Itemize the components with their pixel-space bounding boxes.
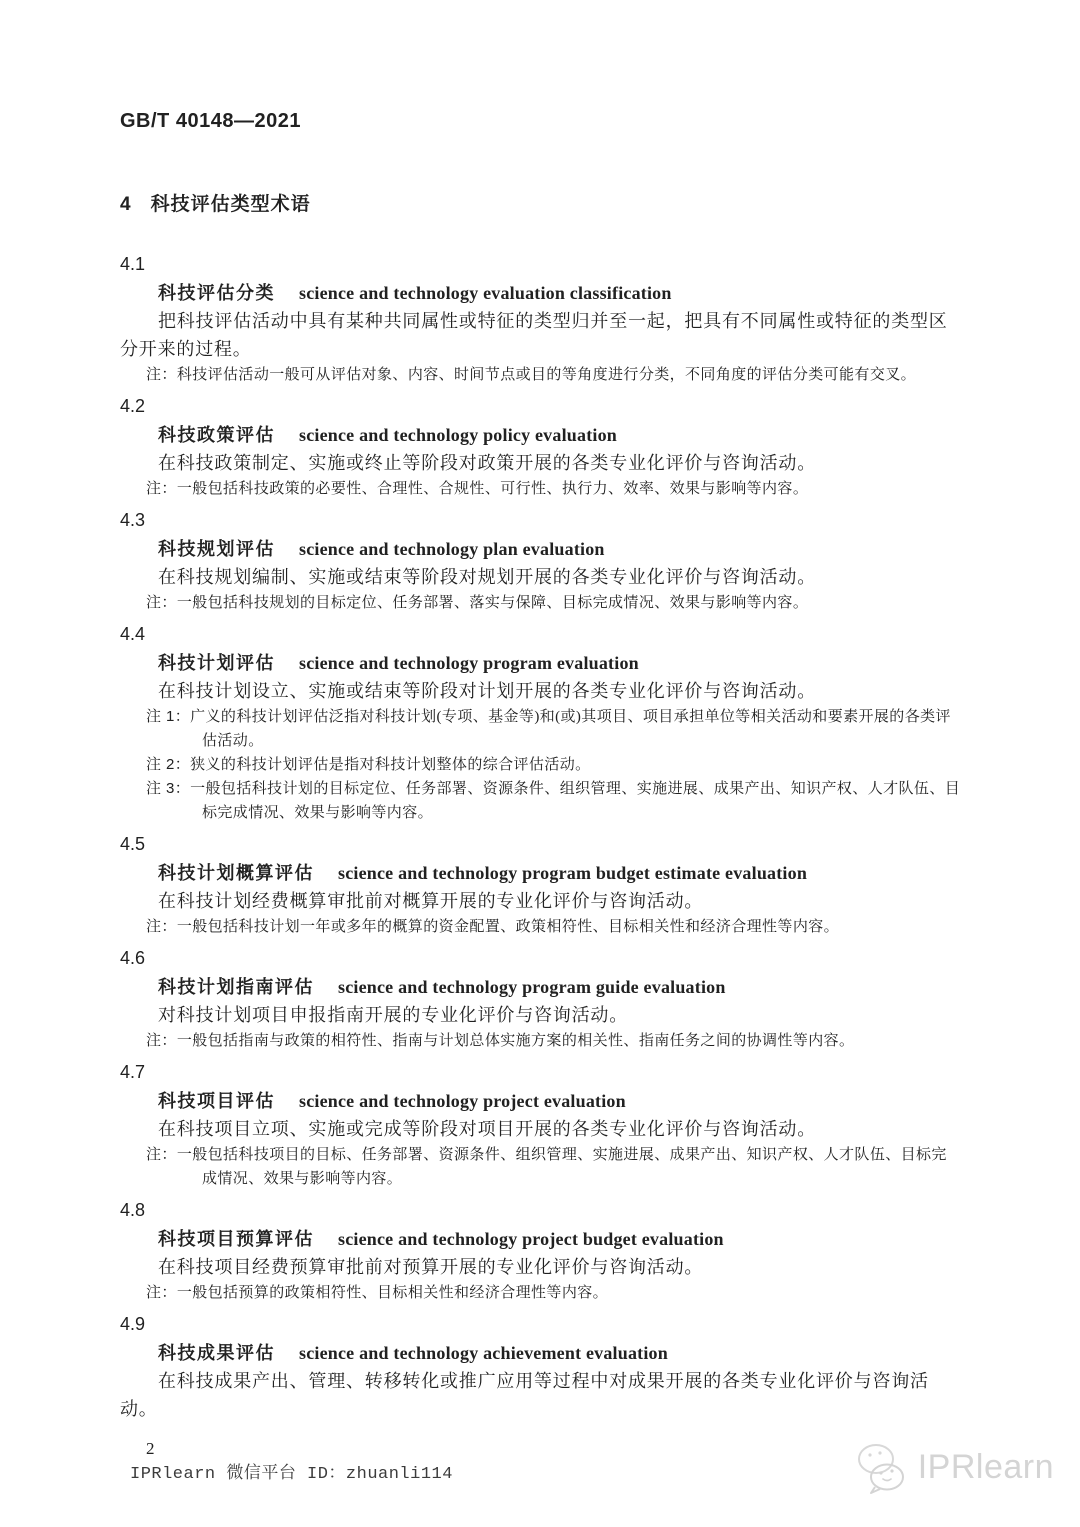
term-entry bbox=[120, 508, 962, 615]
term-note bbox=[146, 777, 962, 825]
term-number: 4.4 bbox=[120, 624, 146, 644]
term-title bbox=[120, 1087, 962, 1115]
term-number: 4.6 bbox=[120, 948, 146, 968]
note-label: 注： bbox=[146, 918, 177, 935]
term-definition: 在科技成果产出、管理、转移转化或推广应用等过程中对成果开展的各类专业化评价与咨询活动。 bbox=[120, 1371, 929, 1419]
term-definition: 把科技评估活动中具有某种共同属性或特征的类型归并至一起，把具有不同属性或特征的类型区分开来的过程。 bbox=[120, 311, 948, 359]
term-en-label: science and technology program evaluation bbox=[299, 653, 639, 673]
term-entry bbox=[120, 1060, 962, 1191]
term-definition: 在科技项目经费预算审批前对预算开展的专业化评价与咨询活动。 bbox=[158, 1257, 704, 1277]
term-number: 4.2 bbox=[120, 396, 146, 416]
term-en-label: science and technology program guide evaluation bbox=[338, 977, 726, 997]
note-label: 注 2： bbox=[146, 756, 191, 773]
note-label: 注 3： bbox=[146, 780, 191, 797]
term-note bbox=[146, 1281, 962, 1305]
iprlearn-watermark bbox=[850, 1438, 1054, 1496]
term-entry bbox=[120, 1312, 962, 1423]
term-entry bbox=[120, 252, 962, 387]
term-zh-label: 科技政策评估 bbox=[158, 425, 275, 445]
note-text: 狭义的科技计划评估是指对科技计划整体的综合评估活动。 bbox=[190, 757, 591, 773]
term-number: 4.7 bbox=[120, 1062, 146, 1082]
wechat-icon bbox=[850, 1438, 914, 1496]
term-en-label: science and technology project evaluation bbox=[299, 1091, 626, 1111]
term-title bbox=[120, 421, 962, 449]
term-en-label: science and technology evaluation classification bbox=[299, 283, 672, 303]
term-note bbox=[146, 477, 962, 501]
term-note bbox=[146, 363, 962, 387]
term-number: 4.5 bbox=[120, 834, 146, 854]
term-zh-label: 科技规划评估 bbox=[158, 539, 275, 559]
section-number: 4 bbox=[120, 194, 131, 215]
term-title bbox=[120, 279, 962, 307]
term-zh-label: 科技评估分类 bbox=[158, 283, 275, 303]
note-label: 注 1： bbox=[146, 708, 191, 725]
term-zh-label: 科技计划概算评估 bbox=[158, 863, 314, 883]
note-text: 一般包括科技规划的目标定位、任务部署、落实与保障、目标完成情况、效果与影响等内容。 bbox=[176, 595, 809, 611]
term-definition: 对科技计划项目申报指南开展的专业化评价与咨询活动。 bbox=[158, 1005, 628, 1025]
note-label: 注： bbox=[146, 1032, 177, 1049]
term-zh-label: 科技计划评估 bbox=[158, 653, 275, 673]
term-number: 4.3 bbox=[120, 510, 146, 530]
term-definition: 在科技规划编制、实施或结束等阶段对规划开展的各类专业化评价与咨询活动。 bbox=[158, 567, 816, 587]
section-heading bbox=[120, 189, 962, 216]
term-entry bbox=[120, 832, 962, 939]
note-text: 一般包括科技计划的目标定位、任务部署、资源条件、组织管理、实施进展、成果产出、知识产权、人才队伍、目标完成情况、效果与影响等内容。 bbox=[190, 781, 961, 821]
term-en-label: science and technology policy evaluation bbox=[299, 425, 617, 445]
term-entry bbox=[120, 394, 962, 501]
term-note bbox=[146, 591, 962, 615]
note-label: 注： bbox=[146, 480, 177, 497]
note-text: 一般包括科技计划一年或多年的概算的资金配置、政策相符性、目标相关性和经济合理性等内容。 bbox=[176, 919, 840, 935]
term-title bbox=[120, 973, 962, 1001]
watermark-label: IPRlearn bbox=[917, 1447, 1054, 1486]
term-entry bbox=[120, 946, 962, 1053]
footer-platform-text: IPRlearn 微信平台 ID：zhuanli114 bbox=[130, 1465, 453, 1484]
term-zh-label: 科技项目预算评估 bbox=[158, 1229, 314, 1249]
standard-code: GB/T 40148—2021 bbox=[120, 110, 301, 132]
term-title bbox=[120, 649, 962, 677]
term-entry bbox=[120, 622, 962, 825]
term-title bbox=[120, 1225, 962, 1253]
term-zh-label: 科技成果评估 bbox=[158, 1343, 275, 1363]
term-number: 4.8 bbox=[120, 1200, 146, 1220]
term-title bbox=[120, 859, 962, 887]
term-note bbox=[146, 915, 962, 939]
note-text: 一般包括预算的政策相符性、目标相关性和经济合理性等内容。 bbox=[176, 1285, 609, 1301]
term-entry bbox=[120, 1198, 962, 1305]
note-text: 一般包括科技项目的目标、任务部署、资源条件、组织管理、实施进展、成果产出、知识产权、人才队伍、目标完成情况、效果与影响等内容。 bbox=[176, 1147, 947, 1187]
note-text: 一般包括科技政策的必要性、合理性、合规性、可行性、执行力、效率、效果与影响等内容。 bbox=[176, 481, 809, 497]
term-number: 4.1 bbox=[120, 254, 146, 274]
term-note bbox=[146, 705, 962, 753]
term-zh-label: 科技计划指南评估 bbox=[158, 977, 314, 997]
term-en-label: science and technology program budget estimate evaluation bbox=[338, 863, 808, 883]
term-en-label: science and technology achievement evaluation bbox=[299, 1343, 668, 1363]
note-text: 一般包括指南与政策的相符性、指南与计划总体实施方案的相关性、指南任务之间的协调性等内容。 bbox=[176, 1033, 855, 1049]
terms-list bbox=[120, 252, 962, 1423]
term-en-label: science and technology plan evaluation bbox=[299, 539, 605, 559]
term-title bbox=[120, 535, 962, 563]
note-label: 注： bbox=[146, 594, 177, 611]
term-definition: 在科技项目立项、实施或完成等阶段对项目开展的各类专业化评价与咨询活动。 bbox=[158, 1119, 816, 1139]
term-en-label: science and technology project budget evaluation bbox=[338, 1229, 724, 1249]
term-definition: 在科技计划经费概算审批前对概算开展的专业化评价与咨询活动。 bbox=[158, 891, 704, 911]
term-number: 4.9 bbox=[120, 1314, 146, 1334]
note-text: 科技评估活动一般可从评估对象、内容、时间节点或目的等角度进行分类，不同角度的评估分类可能有交叉。 bbox=[176, 367, 917, 383]
section-title: 科技评估类型术语 bbox=[150, 194, 311, 215]
page-number: 2 bbox=[146, 1439, 155, 1458]
term-note bbox=[146, 753, 962, 777]
term-note bbox=[146, 1143, 962, 1191]
note-label: 注： bbox=[146, 366, 177, 383]
term-title bbox=[120, 1339, 962, 1367]
note-label: 注： bbox=[146, 1146, 177, 1163]
term-note bbox=[146, 1029, 962, 1053]
term-definition: 在科技计划设立、实施或结束等阶段对计划开展的各类专业化评价与咨询活动。 bbox=[158, 681, 816, 701]
note-text: 广义的科技计划评估泛指对科技计划(专项、基金等)和(或)其项目、项目承担单位等相关活动和要素开展的各类评估活动。 bbox=[190, 709, 951, 749]
note-label: 注： bbox=[146, 1284, 177, 1301]
term-zh-label: 科技项目评估 bbox=[158, 1091, 275, 1111]
term-definition: 在科技政策制定、实施或终止等阶段对政策开展的各类专业化评价与咨询活动。 bbox=[158, 453, 816, 473]
